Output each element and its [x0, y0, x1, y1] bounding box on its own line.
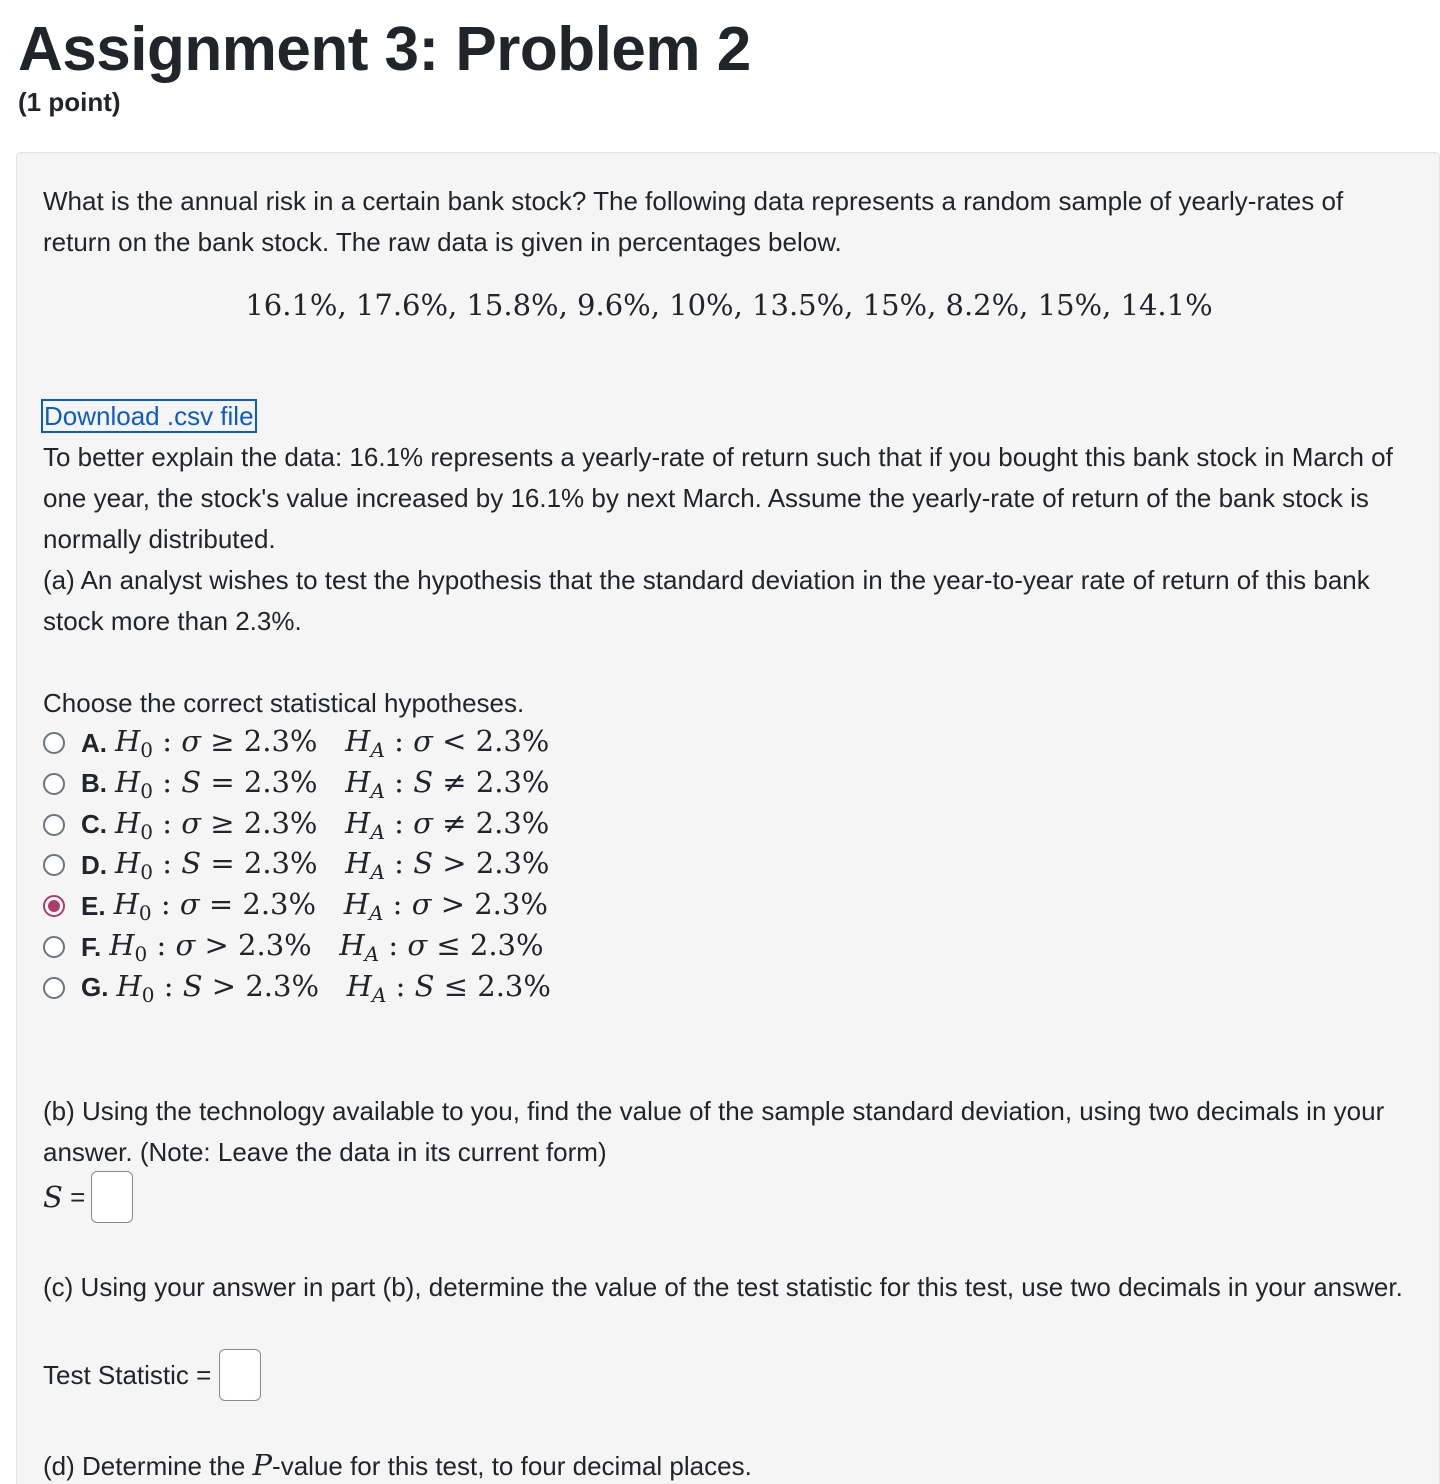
h0-relation: ≥ [210, 805, 235, 840]
ha-relation: ≤ [436, 928, 461, 962]
h0-relation: = [210, 764, 235, 799]
ha-letter: H [343, 887, 370, 922]
ha-letter: H [345, 724, 371, 758]
ha-value: 2.3% [477, 968, 551, 1003]
h0-letter: H [113, 887, 139, 922]
option-letter: G. [81, 972, 109, 1003]
option-hypotheses: $H_0$ : σ = 2.3% $H_A$ : σ > 2.3% [113, 887, 548, 926]
h0-subscript: 0 [138, 901, 152, 926]
option-letter: A. [81, 727, 107, 758]
ha-value: 2.3% [475, 724, 550, 758]
hypothesis-option[interactable] [43, 723, 549, 763]
ha-subscript: A [370, 778, 385, 803]
radio-unselected[interactable] [43, 732, 65, 754]
s-equals: = [62, 1181, 86, 1212]
ha-value: 2.3% [474, 887, 548, 922]
explain-text [43, 437, 1423, 642]
ha-subscript: A [370, 738, 385, 762]
option-hypotheses: $H_0$ : σ ≥ 2.3% $H_A$ : σ < 2.3% [115, 724, 550, 762]
part-a-text: (a) An analyst wishes to test the hypothesis that the standard deviation in the year-to-year rate of return of this bank stock more than 2.3%. [43, 565, 1370, 636]
ha-relation: > [440, 887, 466, 922]
hypothesis-option[interactable] [43, 968, 551, 1008]
option-hypotheses: $H_0$ : σ > 2.3% $H_A$ : σ ≤ 2.3% [109, 928, 544, 966]
hypothesis-option[interactable] [43, 764, 550, 804]
h0-value: 2.3% [243, 724, 318, 758]
h0-symbol: σ [175, 928, 196, 962]
h0-subscript: 0 [134, 942, 148, 966]
ha-relation: ≠ [442, 764, 467, 799]
h0-subscript: 0 [140, 860, 154, 885]
h0-value: 2.3% [242, 887, 317, 922]
option-letter: D. [81, 849, 107, 880]
ha-symbol: S [413, 764, 434, 799]
ha-subscript: A [370, 819, 385, 844]
h0-symbol: σ [181, 724, 202, 758]
radio-unselected[interactable] [43, 977, 65, 999]
ha-letter: H [345, 764, 371, 799]
h0-relation: > [204, 928, 229, 962]
ha-value: 2.3% [475, 805, 550, 840]
s-answer-input[interactable] [91, 1171, 133, 1223]
ha-relation: ≤ [443, 968, 469, 1003]
h0-letter: H [115, 805, 141, 840]
ha-subscript: A [370, 860, 385, 885]
ha-symbol: σ [413, 805, 433, 840]
choose-prompt: Choose the correct statistical hypotheses. [43, 688, 525, 718]
radio-unselected[interactable] [43, 814, 65, 836]
h0-value: 2.3% [238, 928, 312, 962]
h0-letter: H [116, 968, 142, 1003]
option-hypotheses: $H_0$ : S = 2.3% $H_A$ : S > 2.3% [115, 846, 550, 885]
ha-subscript: A [369, 901, 384, 926]
h0-value: 2.3% [243, 846, 318, 881]
option-hypotheses: $H_0$ : S = 2.3% $H_A$ : S ≠ 2.3% [115, 764, 550, 803]
page-title: Assignment 3: Problem 2 [18, 15, 751, 84]
ha-symbol: σ [411, 887, 432, 922]
hypothesis-option[interactable] [43, 845, 550, 885]
h0-symbol: S [182, 968, 203, 1003]
ha-letter: H [339, 928, 365, 962]
ha-subscript: A [371, 982, 387, 1007]
ha-symbol: S [413, 846, 434, 881]
radio-unselected[interactable] [43, 773, 65, 795]
test-statistic-input[interactable] [219, 1349, 261, 1401]
ha-symbol: S [414, 968, 435, 1003]
part-d-text [43, 1445, 1403, 1484]
ha-symbol: σ [407, 928, 428, 962]
option-letter: B. [81, 768, 107, 799]
h0-letter: H [109, 928, 135, 962]
ha-value: 2.3% [469, 928, 544, 962]
ha-value: 2.3% [475, 846, 550, 881]
option-hypotheses: $H_0$ : σ ≥ 2.3% $H_A$ : σ ≠ 2.3% [115, 805, 550, 844]
h0-value: 2.3% [245, 968, 320, 1003]
test-statistic-label: Test Statistic = [43, 1359, 212, 1390]
h0-value: 2.3% [243, 764, 318, 799]
radio-unselected[interactable] [43, 936, 65, 958]
option-hypotheses: $H_0$ : S > 2.3% $H_A$ : S ≤ 2.3% [116, 968, 551, 1007]
h0-symbol: S [181, 846, 202, 881]
part-d-post: -value for this test, to four decimal places. [272, 1451, 752, 1481]
intro-text: What is the annual risk in a certain bank stock? The following data represents a random sample of yearly-rates of return on the bank stock. The raw data is given in percentages below. [43, 186, 1344, 257]
h0-relation: = [208, 887, 234, 922]
h0-subscript: 0 [141, 982, 155, 1007]
option-letter: C. [81, 809, 107, 840]
p-symbol: P [252, 1448, 273, 1482]
option-letter: E. [81, 890, 106, 921]
hypothesis-option[interactable] [43, 886, 548, 926]
h0-relation: > [211, 968, 237, 1003]
data-values: 16.1%, 17.6%, 15.8%, 9.6%, 10%, 13.5%, 15%, 8.2%, 15%, 14.1% [245, 288, 1213, 322]
s-answer-row [43, 1171, 133, 1223]
h0-relation: = [210, 846, 235, 881]
h0-symbol: S [181, 764, 202, 799]
h0-symbol: σ [181, 805, 202, 840]
part-b-text: (b) Using the technology available to you, find the value of the sample standard deviation, using two decimals in your answer. (Note: Leave the data in its current form) [43, 1096, 1385, 1167]
part-d-pre: (d) Determine the [43, 1451, 253, 1481]
h0-value: 2.3% [243, 805, 318, 840]
ha-letter: H [346, 968, 372, 1003]
h0-subscript: 0 [140, 819, 154, 844]
h0-symbol: σ [179, 887, 200, 922]
explain-paragraph: To better explain the data: 16.1% represents a yearly-rate of return such that if you bought this bank stock in March of one year, the stock's value increased by 16.1% by next March. Assume the yearly-rate of return of the bank stock is normally distributed. [43, 442, 1393, 554]
ha-subscript: A [364, 942, 380, 966]
radio-unselected[interactable] [43, 854, 65, 876]
ha-symbol: σ [413, 724, 433, 758]
option-letter: F. [81, 931, 102, 962]
s-symbol: S [43, 1180, 63, 1214]
part-c-text: (c) Using your answer in part (b), determine the value of the test statistic for this test, use two decimals in your answer. [43, 1272, 1403, 1302]
h0-letter: H [115, 846, 141, 881]
ha-value: 2.3% [475, 764, 550, 799]
ha-relation: < [442, 724, 467, 758]
problem-box [16, 152, 1440, 1484]
h0-relation: ≥ [210, 724, 235, 758]
ha-relation: > [442, 846, 467, 881]
h0-letter: H [115, 724, 141, 758]
hypothesis-option[interactable] [43, 927, 544, 967]
h0-letter: H [115, 764, 141, 799]
ha-letter: H [345, 846, 371, 881]
hypothesis-option[interactable] [43, 805, 549, 845]
points-label: (1 point) [18, 87, 121, 117]
test-statistic-row [43, 1349, 261, 1401]
radio-selected[interactable] [43, 895, 65, 917]
h0-subscript: 0 [140, 778, 154, 803]
download-csv-link[interactable]: Download .csv file [41, 399, 257, 433]
h0-subscript: 0 [140, 738, 154, 762]
ha-letter: H [345, 805, 371, 840]
ha-relation: ≠ [442, 805, 467, 840]
